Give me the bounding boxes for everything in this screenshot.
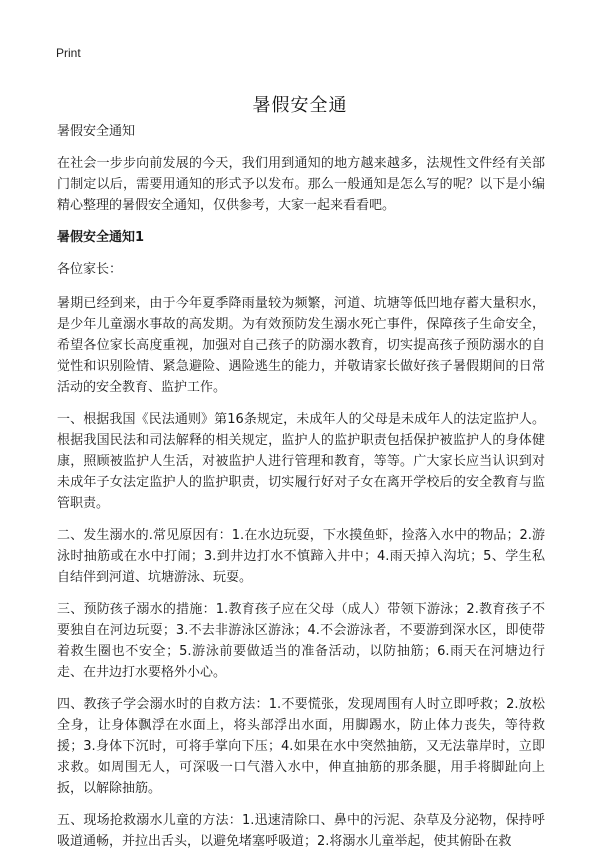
intro-paragraph: 在社会一步步向前发展的今天，我们用到通知的地方越来越多，法规性文件经有关部门制定以后，需要用通知的形式予以发布。那么一般通知是怎么写的呢？以下是小编精心整理的暑假安全通知，仅供参考，大家一起来看看吧。 — [57, 156, 545, 213]
document-body — [57, 121, 545, 863]
document-subtitle: 暑假安全通知 — [57, 124, 136, 139]
body-paragraph: 四、教孩子学会溺水时的自救方法：1.不要慌张，发现周围有人时立即呼救；2.放松全身，让身体飘浮在水面上，将头部浮出水面，用脚踢水，防止体力丧失，等待救援；3.身体下沉时，可将手掌向下压；4.如果在水中突然抽筋，又无法靠岸时，立即求救。如周围无人，可深吸一口气潜入水中，伸直抽筋的那条腿，用手将脚趾向上扳，以解除抽筋。 — [57, 697, 545, 796]
body-paragraph: 暑期已经到来，由于今年夏季降雨量较为频繁，河道、坑塘等低凹地存蓄大量积水，是少年儿童溺水事故的高发期。为有效预防发生溺水死亡事件，保障孩子生命安全，希望各位家长高度重视，加强对自己孩子的防溺水教育，切实提高孩子预防溺水的自觉性和识别险情、紧急避险、遇险逃生的能力，并敬请家长做好孩子暑假期间的日常活动的安全教育、监护工作。 — [57, 296, 545, 395]
body-paragraph: 二、发生溺水的.常见原因有：1.在水边玩耍，下水摸鱼虾，捡落入水中的物品；2.游泳时抽筋或在水中打闹；3.到井边打水不慎蹄入井中；4.雨天掉入沟坑；5、学生私自结伴到河道、坑塘游泳、玩耍。 — [57, 528, 545, 585]
print-link[interactable]: Print — [56, 46, 81, 60]
salutation: 各位家长： — [57, 262, 123, 277]
body-paragraph: 三、预防孩子溺水的措施：1.教育孩子应在父母（成人）带领下游泳；2.教育孩子不要独自在河边玩耍；3.不去非游泳区游泳；4.不会游泳者，不要游到深水区，即使带着救生圈也不安全；5.游泳前要做适当的准备活动，以防抽筋；6.雨天在河塘边行走、在井边打水要格外小心。 — [57, 602, 545, 680]
body-paragraph: 五、现场抢救溺水儿童的方法：1.迅速清除口、鼻中的污泥、杂草及分泌物，保持呼吸道通畅，并拉出舌头，以避免堵塞呼吸道；2.将溺水儿童举起，使其俯卧在救 — [57, 813, 545, 849]
body-paragraph: 一、根据我国《民法通则》第16条规定，未成年人的父母是未成年人的法定监护人。根据我国民法和司法解释的相关规定，监护人的监护职责包括保护被监护人的身体健康，照顾被监护人生活，对被监护人进行管理和教育，等等。广大家长应当认识到对未成年子女法定监护人的监护职责，切实履行好对子女在离开学校后的安全教育与监管职责。 — [57, 412, 545, 511]
page-title: 暑假安全通 — [252, 95, 348, 117]
section-heading: 暑假安全通知1 — [57, 230, 145, 245]
